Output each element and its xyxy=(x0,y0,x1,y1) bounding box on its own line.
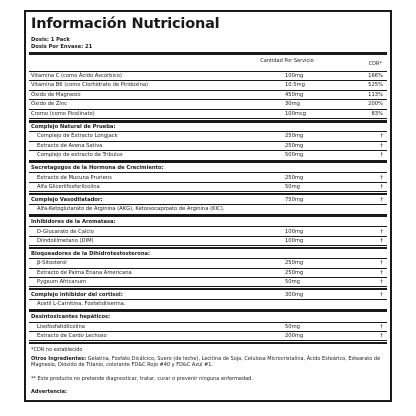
blend-header-row xyxy=(29,291,387,300)
nutrient-daily-value: † xyxy=(380,291,383,298)
nutrient-daily-value: 113% xyxy=(368,91,383,98)
blend-header-row xyxy=(29,164,387,173)
nutrient-daily-value: † xyxy=(380,269,383,276)
nutrient-name: Complejo Vasodilatador: xyxy=(31,196,103,203)
nutrient-name: Diindolilmetano (DIM) xyxy=(37,237,94,244)
ingredients-label: Otros Ingredientes: xyxy=(31,355,87,362)
nutrient-amount: 200mg xyxy=(285,333,304,339)
nutrient-daily-value: 166% xyxy=(368,73,383,79)
blend-item-row xyxy=(29,205,387,214)
blend-header-row xyxy=(29,218,387,227)
nutrient-daily-value: † xyxy=(380,237,383,244)
nutrient-name: Acetil L-Carnitina, Fosfatidilserina. xyxy=(37,301,126,308)
nutrient-row xyxy=(29,81,387,90)
nutrient-amount: 500mg xyxy=(285,152,304,159)
nutrient-name: Complejo de extracto de Tribulus xyxy=(37,152,123,159)
nutrient-amount: 100mg xyxy=(285,228,304,235)
blend-item-row xyxy=(29,323,387,332)
panel-title: Información Nutricional xyxy=(31,16,220,32)
divider xyxy=(29,288,387,290)
blend-item-row xyxy=(29,132,387,141)
nutrient-name: D-Glucarato de Calcio xyxy=(37,228,94,235)
nutrient-daily-value: † xyxy=(380,333,383,339)
ingredients-text: Gelatina, Fosfato Dicálcico, Suero (de leche), Lecitina de Soja, Celulosa Microcristalina, Ácido Esteárico, Estearato de Magnesio, Dióxido de Titanio, colorante FD&C Rojo #40 y FD&C Azul #1. xyxy=(31,355,381,369)
column-header-amount: Cantidad Por Servicio xyxy=(260,58,314,64)
divider xyxy=(29,310,387,312)
nutrient-daily-value: † xyxy=(380,133,383,140)
blend-item-row xyxy=(29,269,387,278)
nutrient-name: Complejo inhibidor del cortisol: xyxy=(31,291,123,298)
nutrient-name: Inhibidores de la Aromatasa: xyxy=(31,219,116,226)
blend-item-row xyxy=(29,228,387,237)
serving-size: Dosis: 1 Pack xyxy=(31,37,70,43)
nutrient-daily-value: † xyxy=(380,174,383,181)
divider xyxy=(29,193,387,195)
blend-item-row xyxy=(29,142,387,151)
blend-header-row xyxy=(29,123,387,132)
nutrient-row xyxy=(29,91,387,100)
nutrient-amount: 250mg xyxy=(285,260,304,267)
nutrient-daily-value: † xyxy=(380,183,383,190)
nutrient-name: Vitamina C (como Ácido Ascórbico) xyxy=(31,73,122,79)
nutrient-name: Óxido de Zinc xyxy=(31,101,67,108)
blend-item-row xyxy=(29,300,387,309)
nutrient-name: Alfa Glicerilfosforilcolina xyxy=(37,183,100,190)
nutrient-amount: 50mg xyxy=(285,323,300,330)
divider xyxy=(29,342,387,344)
nutrient-name: Pygeum Africanum xyxy=(37,279,87,285)
blend-item-row xyxy=(29,278,387,287)
blend-item-row xyxy=(29,151,387,160)
divider xyxy=(29,215,387,217)
nutrient-name: Bloqueadores de la Dihidrotestosterona: xyxy=(31,250,151,257)
blend-item-row xyxy=(29,332,387,341)
nutrient-name: Óxido de Magnesio xyxy=(31,91,81,98)
nutrient-name: Cromo (como Picolinato) xyxy=(31,110,95,117)
divider xyxy=(29,247,387,249)
nutrient-amount: 30mg xyxy=(285,101,300,108)
nutrient-name: Lisofosfatidilcolina xyxy=(37,323,85,330)
blend-header-row xyxy=(29,250,387,259)
nutrient-amount: 100mg xyxy=(285,237,304,244)
nutrient-daily-value: 525% xyxy=(368,82,383,89)
divider xyxy=(29,161,387,163)
nutrient-amount: 300mg xyxy=(285,291,304,298)
divider-thick xyxy=(29,52,387,55)
nutrient-daily-value: 200% xyxy=(368,101,383,108)
nutrient-name: β-Sitosterol xyxy=(37,260,67,267)
warning-label: Advertencia: xyxy=(31,388,67,395)
nutrient-name: Secretagogos de la Hormona de Crecimiento: xyxy=(31,165,164,172)
nutrient-daily-value: † xyxy=(380,152,383,159)
column-header-dv: CDR* xyxy=(368,61,382,67)
nutrient-row xyxy=(29,110,387,119)
nutrient-name: Alfa-Ketoglutarato de Arginina (AKG), Ketoisocaproato de Arginina (KIC). xyxy=(37,206,225,213)
nutrient-name: Extracto de Mucuna Pruriens xyxy=(37,174,112,181)
disclaimer: ** Este producto no pretende diagnosticar, tratar, curar o prevenir ninguna enfermedad. xyxy=(31,375,253,382)
footnote: *CDR no establecido xyxy=(31,346,83,353)
blend-item-row xyxy=(29,183,387,192)
nutrient-name: Complejo Natural de Prueba: xyxy=(31,124,116,130)
nutrient-amount: 10.5mg xyxy=(285,82,305,89)
nutrient-name: Complejo de Extracto Longjack xyxy=(37,133,118,140)
nutrient-amount: 750mg xyxy=(285,196,304,203)
nutrient-amount: 50mg xyxy=(285,279,300,285)
nutrient-name: Vitamina B6 (como Clorhidrato de Piridoxina) xyxy=(31,82,149,89)
nutrient-amount: 250mg xyxy=(285,269,304,276)
nutrient-amount: 250mg xyxy=(285,174,304,181)
nutrient-amount: 100mcg xyxy=(285,110,307,117)
blend-item-row xyxy=(29,237,387,246)
nutrient-row xyxy=(29,72,387,81)
nutrient-amount: 250mg xyxy=(285,133,304,140)
nutrient-row xyxy=(29,100,387,109)
blend-header-row xyxy=(29,313,387,322)
nutrient-daily-value: † xyxy=(380,196,383,203)
nutrient-name: Desintoxicantes hepáticos: xyxy=(31,314,111,321)
nutrition-facts-panel xyxy=(24,10,392,402)
nutrient-name: Extracto de Palma Enana Americana xyxy=(37,269,132,276)
servings-per-container: Dosis Por Envase: 21 xyxy=(31,44,93,50)
other-ingredients xyxy=(31,356,384,369)
nutrient-amount: 250mg xyxy=(285,142,304,149)
nutrient-daily-value: † xyxy=(380,228,383,235)
nutrient-daily-value: † xyxy=(380,279,383,285)
nutrient-daily-value: † xyxy=(380,323,383,330)
nutrient-amount: 50mg xyxy=(285,183,300,190)
nutrient-amount: 450mg xyxy=(285,91,304,98)
blend-header-row xyxy=(29,196,387,205)
nutrient-name: Extracto de Avena Sativa xyxy=(37,142,103,149)
nutrient-daily-value: 83% xyxy=(371,110,383,117)
nutrient-daily-value: † xyxy=(380,260,383,267)
nutrient-name: Extracto de Cardo Lechoso xyxy=(37,333,107,339)
blend-item-row xyxy=(29,259,387,268)
blend-item-row xyxy=(29,174,387,183)
nutrient-daily-value: † xyxy=(380,142,383,149)
nutrient-amount: 100mg xyxy=(285,73,304,79)
